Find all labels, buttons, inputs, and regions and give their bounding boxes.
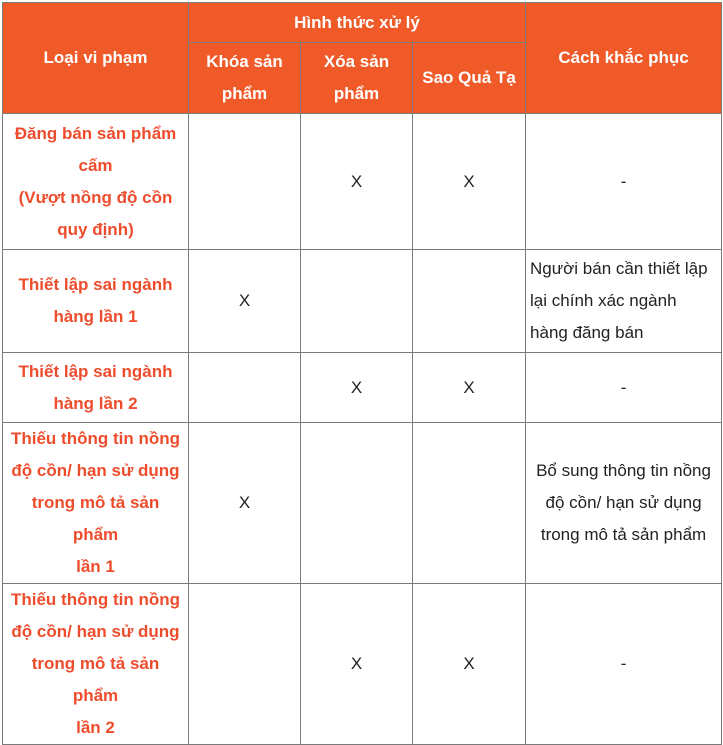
remedy-cell [526, 423, 722, 584]
violation-cell [3, 353, 189, 423]
delete-cell: X [301, 353, 413, 423]
table-row [3, 114, 722, 250]
remedy-cell [526, 584, 722, 745]
violation-line: lần 1 [76, 557, 115, 576]
violation-line: Đăng bán sản phẩm [14, 123, 177, 143]
lock-cell [189, 114, 301, 250]
header-lock-product: Khóa sản phẩm [189, 43, 301, 114]
violation-line: Thiếu thông tin nồng [10, 590, 180, 609]
violation-line: Thiết lập sai ngành [18, 361, 173, 381]
remedy-line: - [620, 171, 627, 191]
header-delete-product: Xóa sản phẩm [301, 43, 413, 114]
table-body [3, 114, 722, 745]
header-violation-type: Loại vi phạm [3, 3, 189, 114]
remedy-line: - [620, 654, 627, 673]
violation-line: Thiếu thông tin nồng [10, 429, 180, 448]
remedy-cell [526, 250, 722, 353]
violation-line: quy định) [57, 219, 134, 239]
violation-line: trong mô tả sản phẩm [31, 654, 160, 705]
delete-cell [301, 423, 413, 584]
table-row [3, 584, 722, 745]
violation-line: Thiết lập sai ngành [18, 275, 173, 294]
penalty-cell: X [413, 584, 526, 745]
lock-cell: X [189, 250, 301, 353]
lock-cell [189, 353, 301, 423]
violation-line: cấm [78, 155, 113, 175]
delete-cell: X [301, 584, 413, 745]
remedy-line: Người bán cần thiết lập [530, 259, 708, 278]
remedy-line: hàng đăng bán [530, 323, 644, 342]
violation-line: độ cồn/ hạn sử dụng [11, 461, 180, 480]
remedy-line: độ cồn/ hạn sử dụng [545, 493, 702, 512]
header-penalty-points: Sao Quả Tạ [413, 43, 526, 114]
header-handling-form: Hình thức xử lý [189, 3, 526, 43]
violation-line: trong mô tả sản phẩm [31, 493, 160, 544]
violation-cell [3, 584, 189, 745]
lock-cell [189, 584, 301, 745]
remedy-cell [526, 353, 722, 423]
lock-cell: X [189, 423, 301, 584]
penalty-cell: X [413, 353, 526, 423]
violation-line: (Vượt nồng độ cồn [18, 187, 173, 207]
remedy-line: trong mô tả sản phẩm [540, 525, 707, 544]
remedy-line: - [620, 377, 627, 397]
violation-cell [3, 250, 189, 353]
penalty-cell: X [413, 114, 526, 250]
table-row [3, 250, 722, 353]
table-header [3, 3, 722, 114]
remedy-line: lại chính xác ngành [530, 291, 677, 310]
delete-cell [301, 250, 413, 353]
violation-cell [3, 423, 189, 584]
violation-line: hàng lần 1 [53, 307, 138, 326]
violation-cell [3, 114, 189, 250]
penalty-cell [413, 423, 526, 584]
remedy-line: Bổ sung thông tin nồng [536, 461, 711, 480]
violation-table [2, 2, 722, 745]
table-row [3, 423, 722, 584]
remedy-cell [526, 114, 722, 250]
violation-line: hàng lần 2 [53, 393, 138, 413]
table-row [3, 353, 722, 423]
header-remedy: Cách khắc phục [526, 3, 722, 114]
violation-line: lần 2 [76, 718, 115, 737]
delete-cell: X [301, 114, 413, 250]
penalty-cell [413, 250, 526, 353]
violation-line: độ cồn/ hạn sử dụng [11, 622, 180, 641]
